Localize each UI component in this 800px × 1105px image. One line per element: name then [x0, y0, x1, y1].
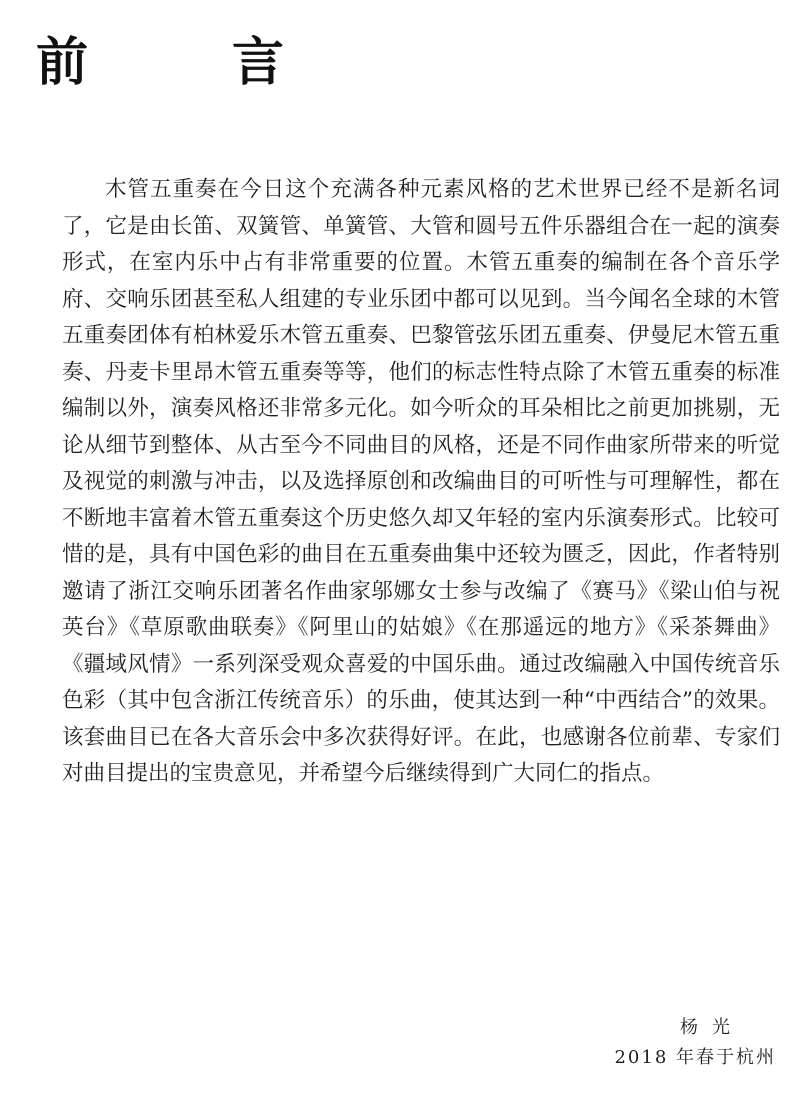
author-name: 杨光	[680, 1017, 744, 1038]
date-place-line: 2018 年春于杭州	[614, 1047, 776, 1068]
preface-body-paragraph: 木管五重奏在今日这个充满各种元素风格的艺术世界已经不是新名词了，它是由长笛、双簧管、单簧管、大管和圆号五件乐器组合在一起的演奏形式，在室内乐中占有非常重要的位置。木管五重奏的编制在各个音乐学府、交响乐团甚至私人组建的专业乐团中都可以见到。当今闻名全球的木管五重奏团体有柏林爱乐木管五重奏、巴黎管弦乐团五重奏、伊曼尼木管五重奏、丹麦卡里昂木管五重奏等等，他们的标志性特点除了木管五重奏的标准编制以外，演奏风格还非常多元化。如今听众的耳朵相比之前更加挑剔，无论从细节到整体、从古至今不同曲目的风格，还是不同作曲家所带来的听觉及视觉的刺激与冲击，以及选择原创和改编曲目的可听性与可理解性，都在不断地丰富着木管五重奏这个历史悠久却又年轻的室内乐演奏形式。比较可惜的是，具有中国色彩的曲目在五重奏曲集中还较为匮乏，因此，作者特别邀请了浙江交响乐团著名作曲家邬娜女士参与改编了《赛马》《梁山伯与祝英台》《草原歌曲联奏》《阿里山的姑娘》《在那遥远的地方》《采茶舞曲》《疆域风情》一系列深受观众喜爱的中国乐曲。通过改编融入中国传统音乐色彩（其中包含浙江传统音乐）的乐曲，使其达到一种“中西结合”的效果。该套曲目已在各大音乐会中多次获得好评。在此，也感谢各位前辈、专家们对曲目提出的宝贵意见，并希望今后继续得到广大同仁的指点。	[62, 177, 780, 786]
page-title: 前 言	[36, 33, 331, 93]
signature-block	[614, 1013, 776, 1073]
